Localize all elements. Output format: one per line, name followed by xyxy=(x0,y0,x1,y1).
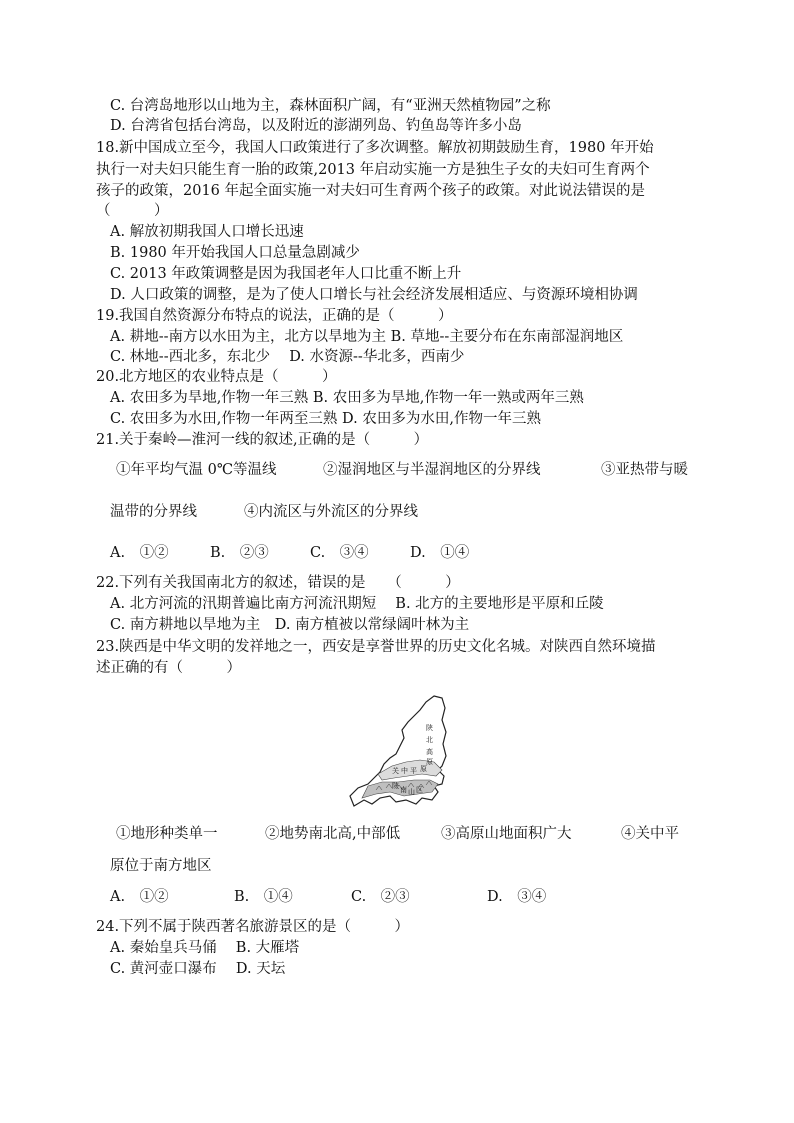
q21-statement-3-cont: 温带的分界线 xyxy=(110,504,197,520)
q23-stem-line1: 23.陕西是中华文明的发祥地之一，西安是享誉世界的历史文化名城。对陕西自然环境描 xyxy=(96,639,656,655)
q24-options-cd: C. 黄河壶口瀑布 D. 天坛 xyxy=(110,961,286,977)
q17-option-d: D. 台湾省包括台湾岛，以及附近的澎湖列岛、钓鱼岛等许多小岛 xyxy=(110,118,522,134)
map-label-nan: 南 xyxy=(400,786,407,794)
q23-option-d: D. ③④ xyxy=(487,889,547,905)
q20-options-cd: C. 农田多为水田,作物一年两至三熟 D. 农田多为水田,作物一年三熟 xyxy=(110,411,541,427)
q22-options-cd: C. 南方耕地以旱地为主 D. 南方植被以常绿阔叶林为主 xyxy=(110,617,470,633)
q21-option-a: A. ①② xyxy=(110,545,169,561)
q19-options-cd: C. 林地--西北多，东北少 D. 水资源--华北多，西南少 xyxy=(110,349,465,365)
q18-option-b: B. 1980 年开始我国人口总量急剧减少 xyxy=(110,245,360,261)
q23-option-c: C. ②③ xyxy=(351,889,410,905)
q21-statement-4: ④内流区与外流区的分界线 xyxy=(244,504,418,520)
q18-stem-line2: 执行一对夫妇只能生育一胎的政策,2013 年启动实施一方是独生子女的夫妇可生育两个 xyxy=(96,162,650,178)
map-label-shaan: 陕 xyxy=(426,724,433,732)
q21-statement-1: ①年平均气温 0℃等温线 xyxy=(116,462,277,478)
map-label-qu: 区 xyxy=(416,786,423,794)
q23-statement-4: ④关中平 xyxy=(621,826,679,842)
q21-option-d: D. ①④ xyxy=(410,545,470,561)
map-label-ping: 平 xyxy=(410,767,417,775)
q20-options-ab: A. 农田多为旱地,作物一年三熟 B. 农田多为旱地,作物一年一熟或两年三熟 xyxy=(110,390,584,406)
map-label-guan: 关 xyxy=(392,767,399,775)
q24-options-ab: A. 秦始皇兵马俑 B. 大雁塔 xyxy=(110,940,300,956)
q19-options-ab: A. 耕地--南方以水田为主，北方以旱地为主 B. 草地--主要分布在东南部湿润地区 xyxy=(110,329,624,345)
q18-stem-line3: 孩子的政策，2016 年起全面实施一对夫妇可生育两个孩子的政策。对此说法错误的是 xyxy=(96,183,646,199)
q20-stem: 20.北方地区的农业特点是（ ） xyxy=(96,369,337,385)
q23-option-a: A. ①② xyxy=(110,889,169,905)
q23-statement-3: ③高原山地面积广大 xyxy=(441,826,572,842)
q21-stem: 21.关于秦岭—淮河一线的叙述,正确的是（ ） xyxy=(96,432,429,448)
q17-option-c: C. 台湾岛地形以山地为主，森林面积广阔，有“亚洲天然植物园”之称 xyxy=(110,98,551,114)
q21-statement-3: ③亚热带与暖 xyxy=(601,462,688,478)
q18-answer-paren: （ ） xyxy=(96,203,169,219)
q22-options-ab: A. 北方河流的汛期普遍比南方河流汛期短 B. 北方的主要地形是平原和丘陵 xyxy=(110,596,604,612)
map-label-shan: 山 xyxy=(408,788,415,796)
q19-stem: 19.我国自然资源分布特点的说法，正确的是（ ） xyxy=(96,308,453,324)
q21-option-b: B. ②③ xyxy=(210,545,269,561)
q23-statement-2: ②地势南北高,中部低 xyxy=(265,826,401,842)
shaanxi-map xyxy=(346,692,456,818)
q18-stem-line1: 18.新中国成立至今，我国人口政策进行了多次调整。解放初期鼓励生育，1980 年开始 xyxy=(96,140,654,156)
q18-option-c: C. 2013 年政策调整是因为我国老年人口比重不断上升 xyxy=(110,266,462,282)
q23-option-b: B. ①④ xyxy=(234,889,293,905)
shaanxi-map-svg xyxy=(346,692,456,818)
map-label-gao: 高 xyxy=(426,748,433,756)
q21-statement-2: ②湿润地区与半湿润地区的分界线 xyxy=(323,462,541,478)
map-label-zhong: 中 xyxy=(401,767,408,775)
map-label-shaan2: 陕 xyxy=(392,782,399,790)
q23-statement-4-cont: 原位于南方地区 xyxy=(110,858,212,874)
map-label-yuan2: 原 xyxy=(420,765,427,773)
q24-stem: 24.下列不属于陕西著名旅游景区的是（ ） xyxy=(96,919,410,935)
q23-stem-line2: 述正确的有（ ） xyxy=(96,660,241,676)
q23-statement-1: ①地形种类单一 xyxy=(116,826,218,842)
map-label-yuan: 原 xyxy=(426,758,433,766)
q18-option-a: A. 解放初期我国人口增长迅速 xyxy=(110,224,304,240)
q18-option-d: D. 人口政策的调整，是为了使人口增长与社会经济发展相适应、与资源环境相协调 xyxy=(110,287,638,303)
q22-stem: 22.下列有关我国南北方的叙述，错误的是 （ ） xyxy=(96,575,460,591)
map-label-bei: 北 xyxy=(426,736,433,744)
q21-option-c: C. ③④ xyxy=(310,545,369,561)
